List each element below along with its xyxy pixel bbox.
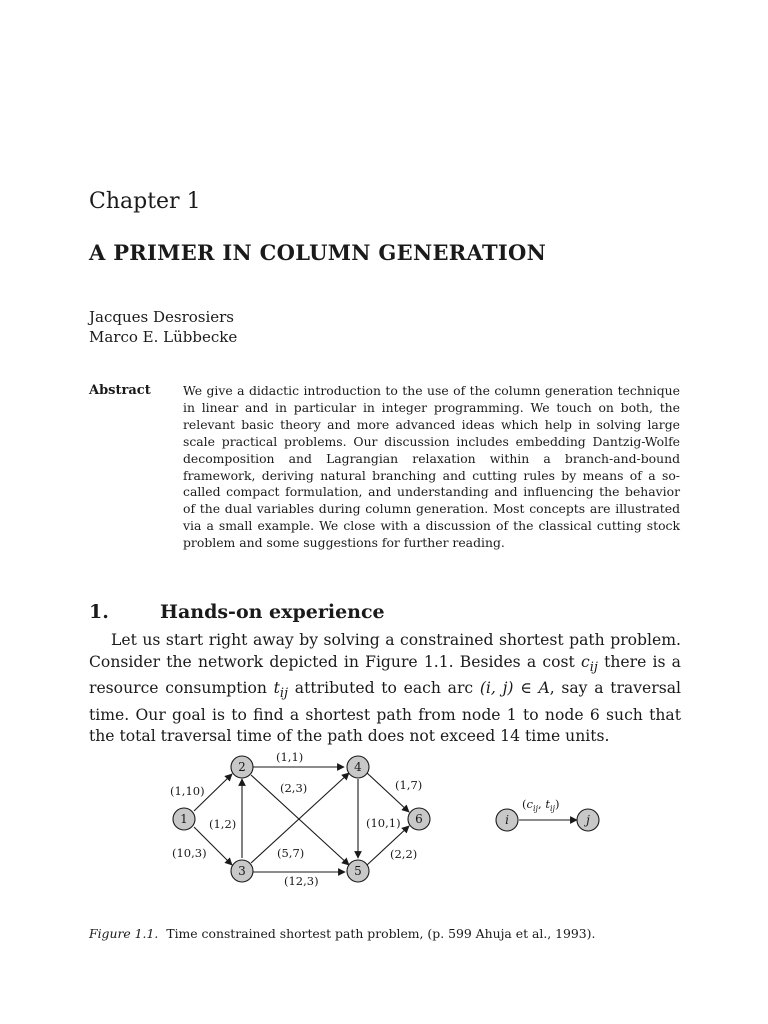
figure-caption xyxy=(89,926,595,941)
node-label: 3 xyxy=(238,864,246,878)
math-symbol: c xyxy=(580,652,590,671)
legend-subscript: ij xyxy=(532,804,538,813)
section-number: 1. xyxy=(89,601,109,623)
math-cost xyxy=(580,652,598,675)
arc-label: (2,3) xyxy=(280,781,308,795)
intro-paragraph xyxy=(89,630,681,748)
chapter-title: A PRIMER IN COLUMN GENERATION xyxy=(89,240,547,265)
legend-separator: , xyxy=(538,797,546,811)
legend-subscript: ij xyxy=(549,804,555,813)
abstract-text: We give a didactic introduction to the use of the column generation technique in linear and in particular in integer programming. We touch on both, the relevant basic theory and more advanced ideas which help in solving large scale practical problems. Our discussion includes embedding Dantzig-Wolfe decomposition and Lagrangian relaxation within a branch-and-bound framework, deriving natural branching and cutting rules by means of a so-called compact formulation, and understanding and influencing the behavior of the dual variables during column generation. Most concepts are illustrated via a small example. We close with a discussion of the classical cutting stock problem and some suggestions for further reading. xyxy=(183,383,680,551)
author-name: Jacques Desrosiers xyxy=(89,308,235,326)
legend-node-label: j xyxy=(586,813,590,827)
math-subscript: ij xyxy=(279,686,289,702)
paragraph-text: attributed to each arc xyxy=(288,679,480,698)
legend-time: t xyxy=(545,797,550,811)
node-label: 1 xyxy=(180,812,188,826)
paragraph-text: , say a traversal time. Our goal is to find a shortest path from node 1 to node 6 such that the total traversal time of the path does not exceed 14 time units. xyxy=(89,679,681,746)
paragraph-text: ∈ xyxy=(513,679,539,698)
paragraph-text: Let us start right away by solving a constrained shortest path problem. Consider the network depicted in Figure 1.1. Besides a cost xyxy=(89,631,681,671)
figure-label: Figure 1.1. xyxy=(89,926,159,941)
legend-paren: ( xyxy=(522,797,527,811)
math-subscript: ij xyxy=(589,659,598,675)
paragraph-text: there is a resource consumption xyxy=(89,652,681,698)
node-label: 5 xyxy=(354,864,362,878)
arc-label: (1,10) xyxy=(170,784,205,798)
math-symbol: t xyxy=(273,679,280,698)
arc-label: (1,1) xyxy=(276,750,304,764)
author-name: Marco E. Lübbecke xyxy=(89,328,238,346)
abstract-label: Abstract xyxy=(89,383,151,398)
math-set: A xyxy=(538,679,550,698)
node-label: 6 xyxy=(415,812,423,826)
legend-cost: c xyxy=(526,797,533,811)
legend-label xyxy=(522,797,559,813)
math-time xyxy=(273,679,289,702)
math-arc: (i, j) xyxy=(479,679,514,698)
node-label: 2 xyxy=(238,760,246,774)
arc-label: (5,7) xyxy=(277,846,305,860)
node-label: 4 xyxy=(354,760,362,774)
arc-label: (1,2) xyxy=(209,817,237,831)
legend-node-label: i xyxy=(505,813,509,827)
arc-label: (10,1) xyxy=(366,816,401,830)
section-title: Hands-on experience xyxy=(160,601,385,623)
network-figure xyxy=(150,745,620,895)
arc-label: (2,2) xyxy=(390,847,418,861)
figure-caption-text: Time constrained shortest path problem, (p. 599 Ahuja et al., 1993). xyxy=(166,926,596,941)
chapter-label: Chapter 1 xyxy=(89,189,201,214)
arc-label: (10,3) xyxy=(172,846,207,860)
arc-label: (12,3) xyxy=(284,874,319,888)
arc-label: (1,7) xyxy=(395,778,423,792)
legend-paren: ) xyxy=(554,797,560,811)
